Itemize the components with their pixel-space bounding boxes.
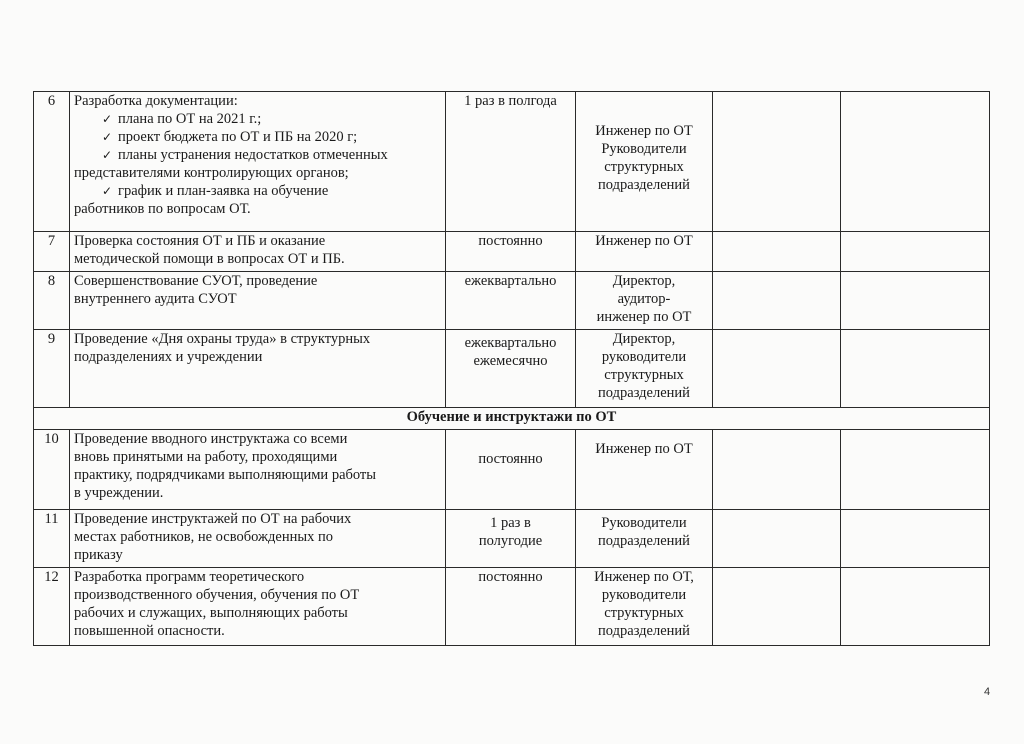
task-cell: Разработка программ теоретического производственного обучения, обучения по ОТ рабочих и служащих, выполняющих работы повышенной опасности. bbox=[70, 568, 446, 646]
table-row bbox=[34, 510, 990, 568]
checklist-item-continuation: работников по вопросам ОТ. bbox=[74, 201, 251, 217]
task-cell: Проведение «Дня охраны труда» в структурных подразделениях и учреждении bbox=[70, 330, 446, 408]
responsible-cell: Руководители подразделений bbox=[576, 510, 713, 568]
empty-cell bbox=[713, 92, 841, 232]
section-header-row bbox=[34, 408, 990, 430]
empty-cell bbox=[713, 232, 841, 272]
row-number: 7 bbox=[34, 232, 70, 272]
section-title: Обучение и инструктажи по ОТ bbox=[34, 408, 990, 430]
row-number: 12 bbox=[34, 568, 70, 646]
row-number: 10 bbox=[34, 430, 70, 510]
empty-cell bbox=[713, 272, 841, 330]
empty-cell bbox=[841, 510, 990, 568]
period-cell: постоянно bbox=[446, 430, 576, 510]
table-row bbox=[34, 92, 990, 232]
checklist-item: ✓ график и план-заявка на обучение bbox=[102, 183, 329, 199]
empty-cell bbox=[841, 92, 990, 232]
checklist-item: ✓ проект бюджета по ОТ и ПБ на 2020 г; bbox=[102, 129, 358, 145]
task-cell: Проведение вводного инструктажа со всеми вновь принятыми на работу, проходящими практику, подрядчиками выполняющими работы в учреждении. bbox=[70, 430, 446, 510]
period-cell: ежеквартально bbox=[446, 272, 576, 330]
work-plan-table bbox=[33, 91, 990, 646]
period-cell: 1 раз в полгода bbox=[446, 92, 576, 232]
empty-cell bbox=[841, 232, 990, 272]
empty-cell bbox=[713, 510, 841, 568]
table-row bbox=[34, 272, 990, 330]
task-cell: Совершенствование СУОТ, проведение внутреннего аудита СУОТ bbox=[70, 272, 446, 330]
responsible-cell: Инженер по ОТ bbox=[576, 232, 713, 272]
row-number: 6 bbox=[34, 92, 70, 232]
responsible-cell: Инженер по ОТ, руководители структурных подразделений bbox=[576, 568, 713, 646]
checkmark-icon: ✓ bbox=[102, 130, 113, 144]
empty-cell bbox=[841, 568, 990, 646]
checkmark-icon: ✓ bbox=[102, 148, 113, 162]
empty-cell bbox=[713, 568, 841, 646]
period-cell: постоянно bbox=[446, 568, 576, 646]
table-row bbox=[34, 430, 990, 510]
task-cell: Проведение инструктажей по ОТ на рабочих местах работников, не освобожденных по приказу bbox=[70, 510, 446, 568]
empty-cell bbox=[841, 330, 990, 408]
responsible-cell: Директор, аудитор- инженер по ОТ bbox=[576, 272, 713, 330]
table-row bbox=[34, 330, 990, 408]
row-number: 9 bbox=[34, 330, 70, 408]
checklist-item: ✓ планы устранения недостатков отмеченных bbox=[102, 147, 388, 163]
task-title: Разработка документации: bbox=[74, 93, 238, 109]
table-row bbox=[34, 232, 990, 272]
empty-cell bbox=[713, 330, 841, 408]
row-number: 11 bbox=[34, 510, 70, 568]
period-cell: 1 раз в полугодие bbox=[446, 510, 576, 568]
table-row bbox=[34, 568, 990, 646]
period-cell: ежеквартально ежемесячно bbox=[446, 330, 576, 408]
page-number: 4 bbox=[984, 686, 991, 698]
responsible-cell: Инженер по ОТ bbox=[576, 430, 713, 510]
checklist-item: ✓ плана по ОТ на 2021 г.; bbox=[102, 111, 262, 127]
task-cell: Проверка состояния ОТ и ПБ и оказание методической помощи в вопросах ОТ и ПБ. bbox=[70, 232, 446, 272]
responsible-cell: Директор, руководители структурных подразделений bbox=[576, 330, 713, 408]
checklist-item-continuation: представителями контролирующих органов; bbox=[74, 165, 349, 181]
empty-cell bbox=[713, 430, 841, 510]
row-number: 8 bbox=[34, 272, 70, 330]
checkmark-icon: ✓ bbox=[102, 112, 113, 126]
responsible-cell: Инженер по ОТ Руководители структурных подразделений bbox=[576, 92, 713, 232]
empty-cell bbox=[841, 272, 990, 330]
checkmark-icon: ✓ bbox=[102, 184, 113, 198]
empty-cell bbox=[841, 430, 990, 510]
task-cell bbox=[70, 92, 446, 232]
period-cell: постоянно bbox=[446, 232, 576, 272]
